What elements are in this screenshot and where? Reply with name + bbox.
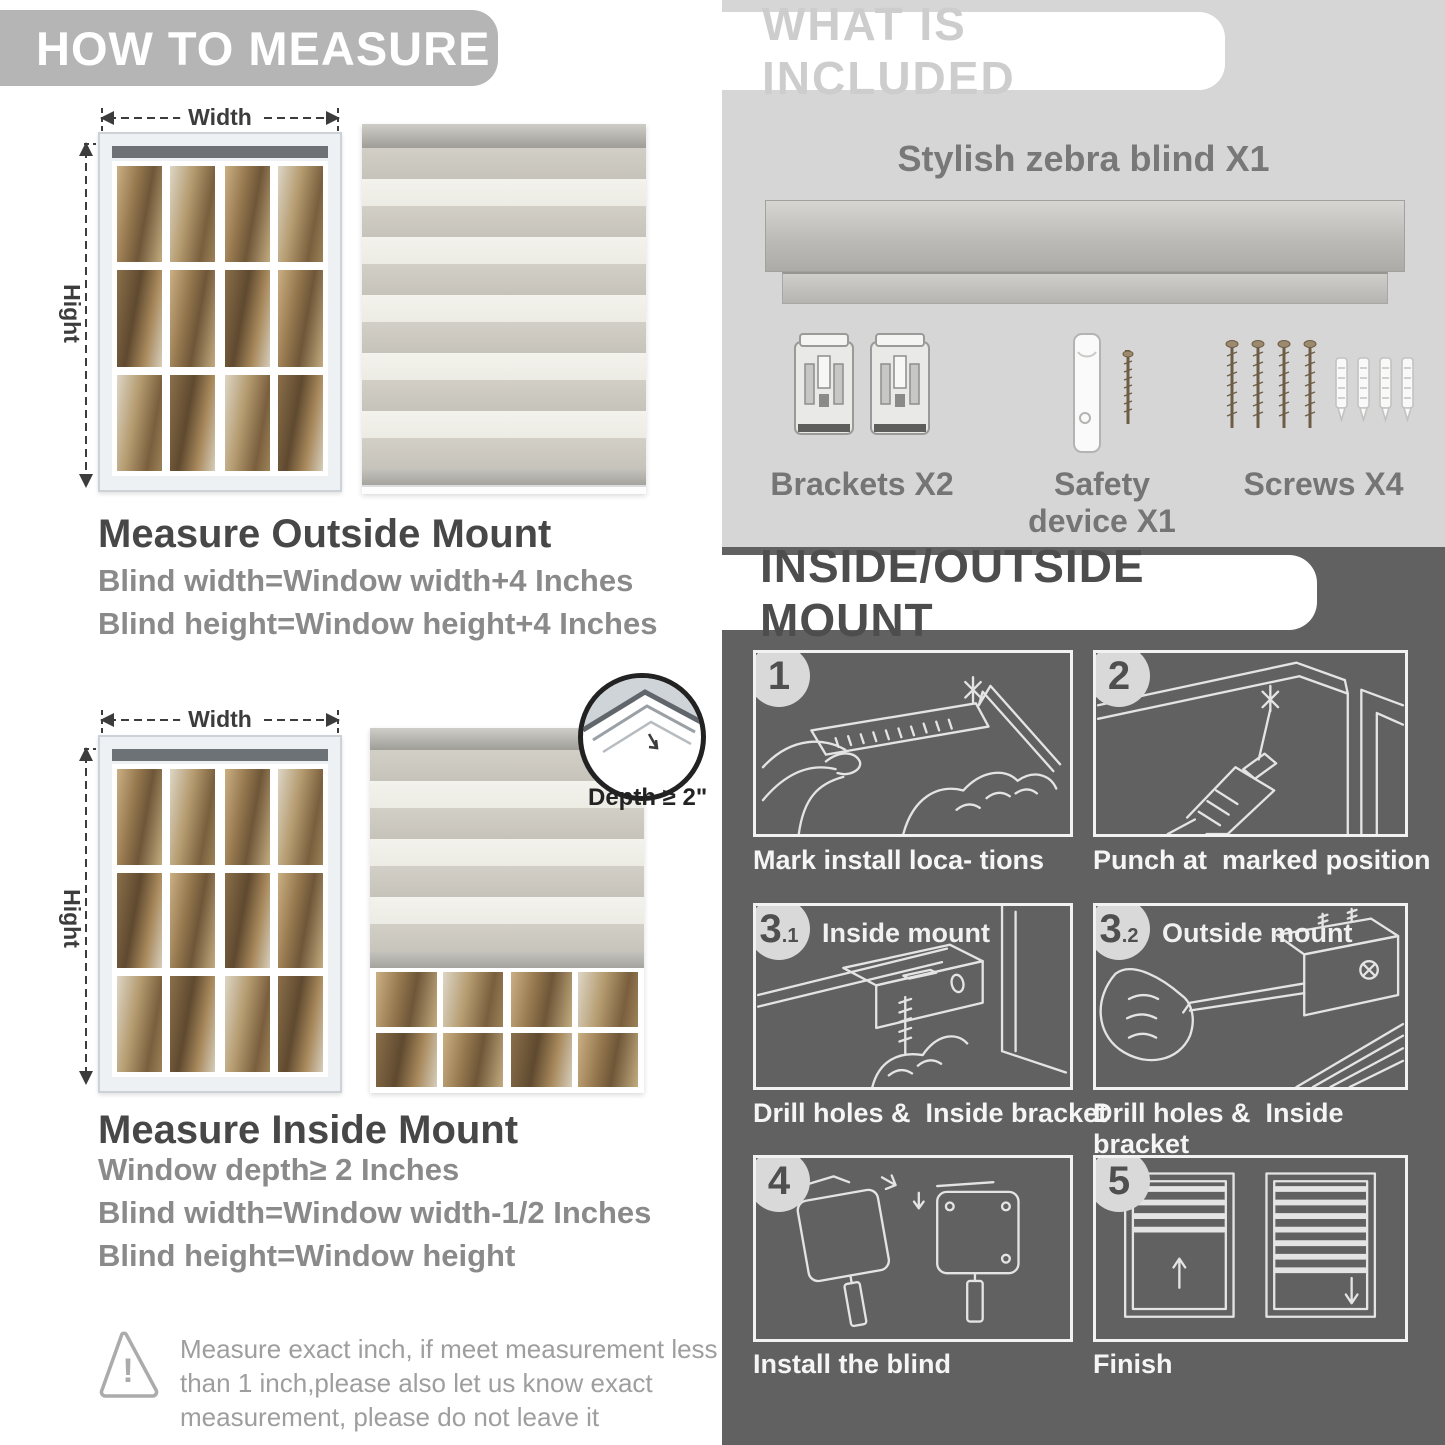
- svg-text:!: !: [122, 1352, 134, 1390]
- depth-detail-magnifier: [578, 673, 706, 801]
- window-pane: [225, 873, 270, 969]
- mount-section: [722, 539, 1445, 1445]
- window-pane: [170, 375, 215, 471]
- step-number: 5: [1107, 1159, 1131, 1203]
- outside-mount-line-2: Blind height=Window height+4 Inches: [98, 606, 658, 641]
- safety-device-item: [1002, 332, 1202, 462]
- window-pane: [117, 166, 162, 262]
- window-pane: [225, 270, 270, 366]
- bracket-icon: [792, 332, 856, 444]
- warning-line-1: Measure exact inch, if meet measurement less: [180, 1334, 718, 1364]
- brackets-item: [722, 332, 1002, 462]
- inside-mount-line-3: Blind height=Window height: [98, 1238, 516, 1273]
- window-sash-left: [376, 972, 503, 1087]
- frame-corner-detail-icon: [583, 678, 701, 796]
- warning-triangle-icon: [98, 1328, 160, 1398]
- step-number: 3: [759, 907, 782, 951]
- brackets-label: Brackets X2: [770, 466, 954, 502]
- window-pane: [117, 375, 162, 471]
- window-pane: [278, 769, 323, 865]
- window-pane: [170, 270, 215, 366]
- window-glass: [112, 161, 328, 476]
- bracket-icon: [868, 332, 932, 444]
- warning-line-3: measurement, please do not leave it: [180, 1402, 600, 1432]
- screw-icon: [1120, 332, 1136, 432]
- outside-mount-title: Measure Outside Mount: [98, 512, 552, 556]
- window-pane: [376, 972, 437, 1027]
- inside-mount-line-1: Window depth≥ 2 Inches: [98, 1152, 460, 1187]
- window-pane: [170, 873, 215, 969]
- outside-mount-label: Outside mount: [1162, 918, 1353, 948]
- inside-mount-title: Measure Inside Mount: [98, 1108, 519, 1152]
- inside-mount-line-2: Blind width=Window width-1/2 Inches: [98, 1195, 652, 1230]
- window-head-strip: [112, 749, 328, 761]
- screws-and-anchors-icon: [1224, 332, 1424, 448]
- window-sash-left: [117, 166, 215, 471]
- outside-mount-line-1: Blind width=Window width+4 Inches: [98, 563, 634, 598]
- window-pane: [117, 270, 162, 366]
- what-is-included-header: WHAT IS INCLUDED: [722, 12, 1225, 90]
- safety-device-label: Safety device X1: [1028, 466, 1176, 539]
- window-pane: [117, 873, 162, 969]
- window-glass: [112, 764, 328, 1077]
- window-pane: [117, 976, 162, 1072]
- window-pane: [278, 375, 323, 471]
- window-pane: [225, 976, 270, 1072]
- blind-bottom-rail: [362, 469, 646, 485]
- window-pane: [278, 873, 323, 969]
- step-caption-1: Mark install loca- tions: [753, 845, 1045, 875]
- step-number: 1: [767, 654, 791, 698]
- screws-item: [1202, 332, 1445, 462]
- warning-line-2: than 1 inch,please also let us know exact: [180, 1368, 653, 1398]
- mount-section-header: INSIDE/OUTSIDE MOUNT: [722, 555, 1317, 630]
- window-pane: [443, 972, 504, 1027]
- step-caption-4: Install the blind: [753, 1349, 952, 1379]
- window-pane: [170, 769, 215, 865]
- window-pane: [225, 769, 270, 865]
- inside-mount-label: Inside mount: [822, 918, 990, 948]
- window-pane: [443, 1033, 504, 1088]
- window-pane: [511, 1033, 572, 1088]
- step-number-sub: .1: [781, 924, 799, 947]
- window-lower-part: [370, 968, 644, 1093]
- window-pane: [225, 166, 270, 262]
- window-pane: [278, 976, 323, 1072]
- window-pane: [578, 1033, 639, 1088]
- step-number: 2: [1107, 654, 1131, 698]
- blind-cassette-image: [765, 200, 1405, 272]
- window-head-strip: [112, 146, 328, 158]
- window-pane: [170, 166, 215, 262]
- step-number: 4: [767, 1159, 791, 1203]
- width-label: Width: [180, 706, 260, 733]
- blind-bottom-rail: [370, 952, 644, 968]
- window-photo-inside: [98, 735, 342, 1093]
- width-arrow-inside: [98, 708, 342, 738]
- step-caption-2: Punch at marked position: [1093, 845, 1431, 875]
- step-panel-3-2: [1093, 903, 1408, 1090]
- step-caption-5: Finish: [1093, 1349, 1173, 1379]
- included-items-row: [722, 332, 1445, 462]
- window-sill: [362, 485, 646, 494]
- height-label-outside: Hight: [58, 278, 85, 349]
- height-label-inside: Hight: [58, 883, 85, 954]
- step-panel-3-1: [753, 903, 1073, 1090]
- screws-label: Screws X4: [1243, 466, 1404, 502]
- how-to-measure-panel: [0, 0, 722, 1445]
- step-caption-3-1: Drill holes & Inside bracket: [753, 1098, 1108, 1128]
- blind-cassette-front-bar: [782, 272, 1388, 304]
- window-sash-left: [117, 769, 215, 1072]
- window-pane: [376, 1033, 437, 1088]
- depth-label: Depth ≥ 2": [588, 784, 708, 811]
- step-number: 3: [1099, 907, 1122, 951]
- window-pane: [578, 972, 639, 1027]
- window-pane: [278, 270, 323, 366]
- step-number-sub: .2: [1121, 924, 1139, 947]
- blind-headrail: [362, 124, 646, 148]
- step-panel-1: [753, 650, 1073, 837]
- window-pane: [117, 769, 162, 865]
- window-sash-right: [511, 972, 638, 1087]
- step-panel-4: [753, 1155, 1073, 1342]
- product-name: Stylish zebra blind X1: [897, 138, 1270, 179]
- safety-device-icon: [1068, 332, 1108, 456]
- blind-stripes: [362, 148, 646, 469]
- how-to-measure-header: HOW TO MEASURE: [0, 10, 498, 86]
- step-panel-5: [1093, 1155, 1408, 1342]
- window-pane: [225, 375, 270, 471]
- zebra-blind-photo-outside: [362, 124, 646, 494]
- width-label: Width: [180, 104, 260, 131]
- right-panel: [722, 0, 1445, 1445]
- window-photo-outside: [98, 132, 342, 492]
- window-pane: [278, 166, 323, 262]
- step-caption-3-2: Drill holes & Inside bracket: [1093, 1098, 1352, 1159]
- window-sash-right: [225, 769, 323, 1072]
- step-panel-2: [1093, 650, 1408, 837]
- window-pane: [511, 972, 572, 1027]
- window-pane: [170, 976, 215, 1072]
- window-sash-right: [225, 166, 323, 471]
